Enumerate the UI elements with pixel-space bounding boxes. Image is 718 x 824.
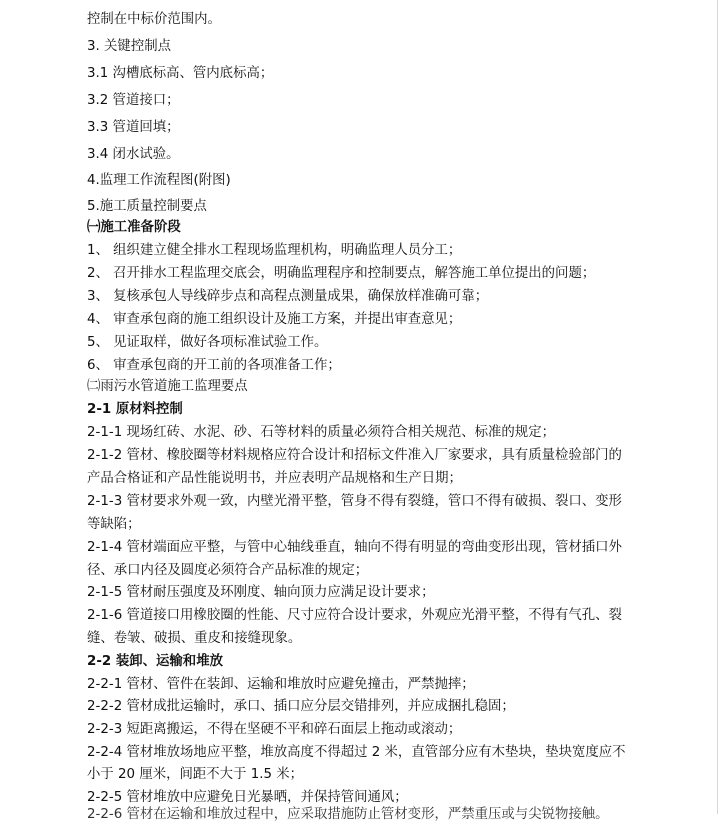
- text-line: 2-2-3 短距离搬运，不得在坚硬不平和碎石面层上拖动或滚动；: [87, 722, 462, 737]
- text-line: 3、 复核承包人导线碎步点和高程点测量成果，确保放样准确可靠；: [87, 289, 489, 304]
- text-line: 等缺陷；: [87, 517, 141, 532]
- section-heading: ㈡雨污水管道施工监理要点: [87, 379, 248, 394]
- text-line: 2-2-4 管材堆放场地应平整，堆放高度不得超过 2 米，直管部分应有木垫块，垫块宽度应不: [87, 745, 626, 760]
- text-line: 3.4 闭水试验。: [87, 147, 180, 162]
- text-line: 2、 召开排水工程监理交底会，明确监理程序和控制要点，解答施工单位提出的问题；: [87, 266, 596, 281]
- text-line: 2-2-6 管材在运输和堆放过程中，应采取措施防止管材变形，严禁重压或与尖锐物接触。: [87, 807, 609, 822]
- text-line: 2-1-6 管道接口用橡胶圈的性能、尺寸应符合设计要求，外观应光滑平整，不得有气孔、裂: [87, 608, 622, 623]
- text-line: 3.1 沟槽底标高、管内底标高；: [87, 66, 274, 81]
- text-line: 3.2 管道接口；: [87, 93, 180, 108]
- text-line: 2-2-1 管材、管件在装卸、运输和堆放时应避免撞击，严禁抛摔；: [87, 677, 475, 692]
- text-line: 2-1-2 管材、橡胶圈等材料规格应符合设计和招标文件准入厂家要求，具有质量检验部门的: [87, 448, 622, 463]
- text-line: 3. 关键控制点: [87, 39, 171, 54]
- text-line: 2-2-5 管材堆放中应避免日光暴晒，并保持管间通风；: [87, 790, 408, 805]
- text-line: 2-1-4 管材端面应平整，与管中心轴线垂直，轴向不得有明显的弯曲变形出现，管材插口外: [87, 540, 622, 555]
- text-line: 5.施工质量控制要点: [87, 199, 207, 214]
- text-line: 缝、卷皱、破损、重皮和接缝现象。: [87, 631, 302, 646]
- subsection-heading: 2-2 装卸、运输和堆放: [87, 654, 223, 669]
- text-line: 2-1-3 管材要求外观一致，内壁光滑平整，管身不得有裂缝，管口不得有破损、裂口、变形: [87, 494, 622, 509]
- partial-text-line: [87, 806, 687, 822]
- text-line: 产品合格证和产品性能说明书，并应表明产品规格和生产日期；: [87, 471, 462, 486]
- text-line: 4.监理工作流程图(附图): [87, 173, 231, 188]
- text-line: 3.3 管道回填；: [87, 120, 180, 135]
- text-line: 1、 组织建立健全排水工程现场监理机构，明确监理人员分工；: [87, 243, 462, 258]
- text-line: 2-1-1 现场红砖、水泥、砂、石等材料的质量必须符合相关规范、标准的规定；: [87, 425, 555, 440]
- text-line: 控制在中标价范围内。: [87, 12, 221, 27]
- text-line: 2-2-2 管材成批运输时，承口、插口应分层交错排列，并应成捆扎稳固；: [87, 699, 515, 714]
- text-line: 6、 审查承包商的开工前的各项准备工作；: [87, 358, 341, 373]
- text-line: 2-1-5 管材耐压强度及环刚度、轴向顶力应满足设计要求；: [87, 585, 435, 600]
- text-line: 5、 见证取样，做好各项标准试验工作。: [87, 335, 328, 350]
- section-heading: ㈠施工准备阶段: [87, 220, 181, 235]
- text-line: 径、承口内径及圆度必须符合产品标准的规定；: [87, 563, 369, 578]
- text-line: 4、 审查承包商的施工组织设计及施工方案，并提出审查意见；: [87, 312, 462, 327]
- subsection-heading: 2-1 原材料控制: [87, 402, 183, 417]
- text-line: 小于 20 厘米，间距不大于 1.5 米；: [87, 767, 304, 782]
